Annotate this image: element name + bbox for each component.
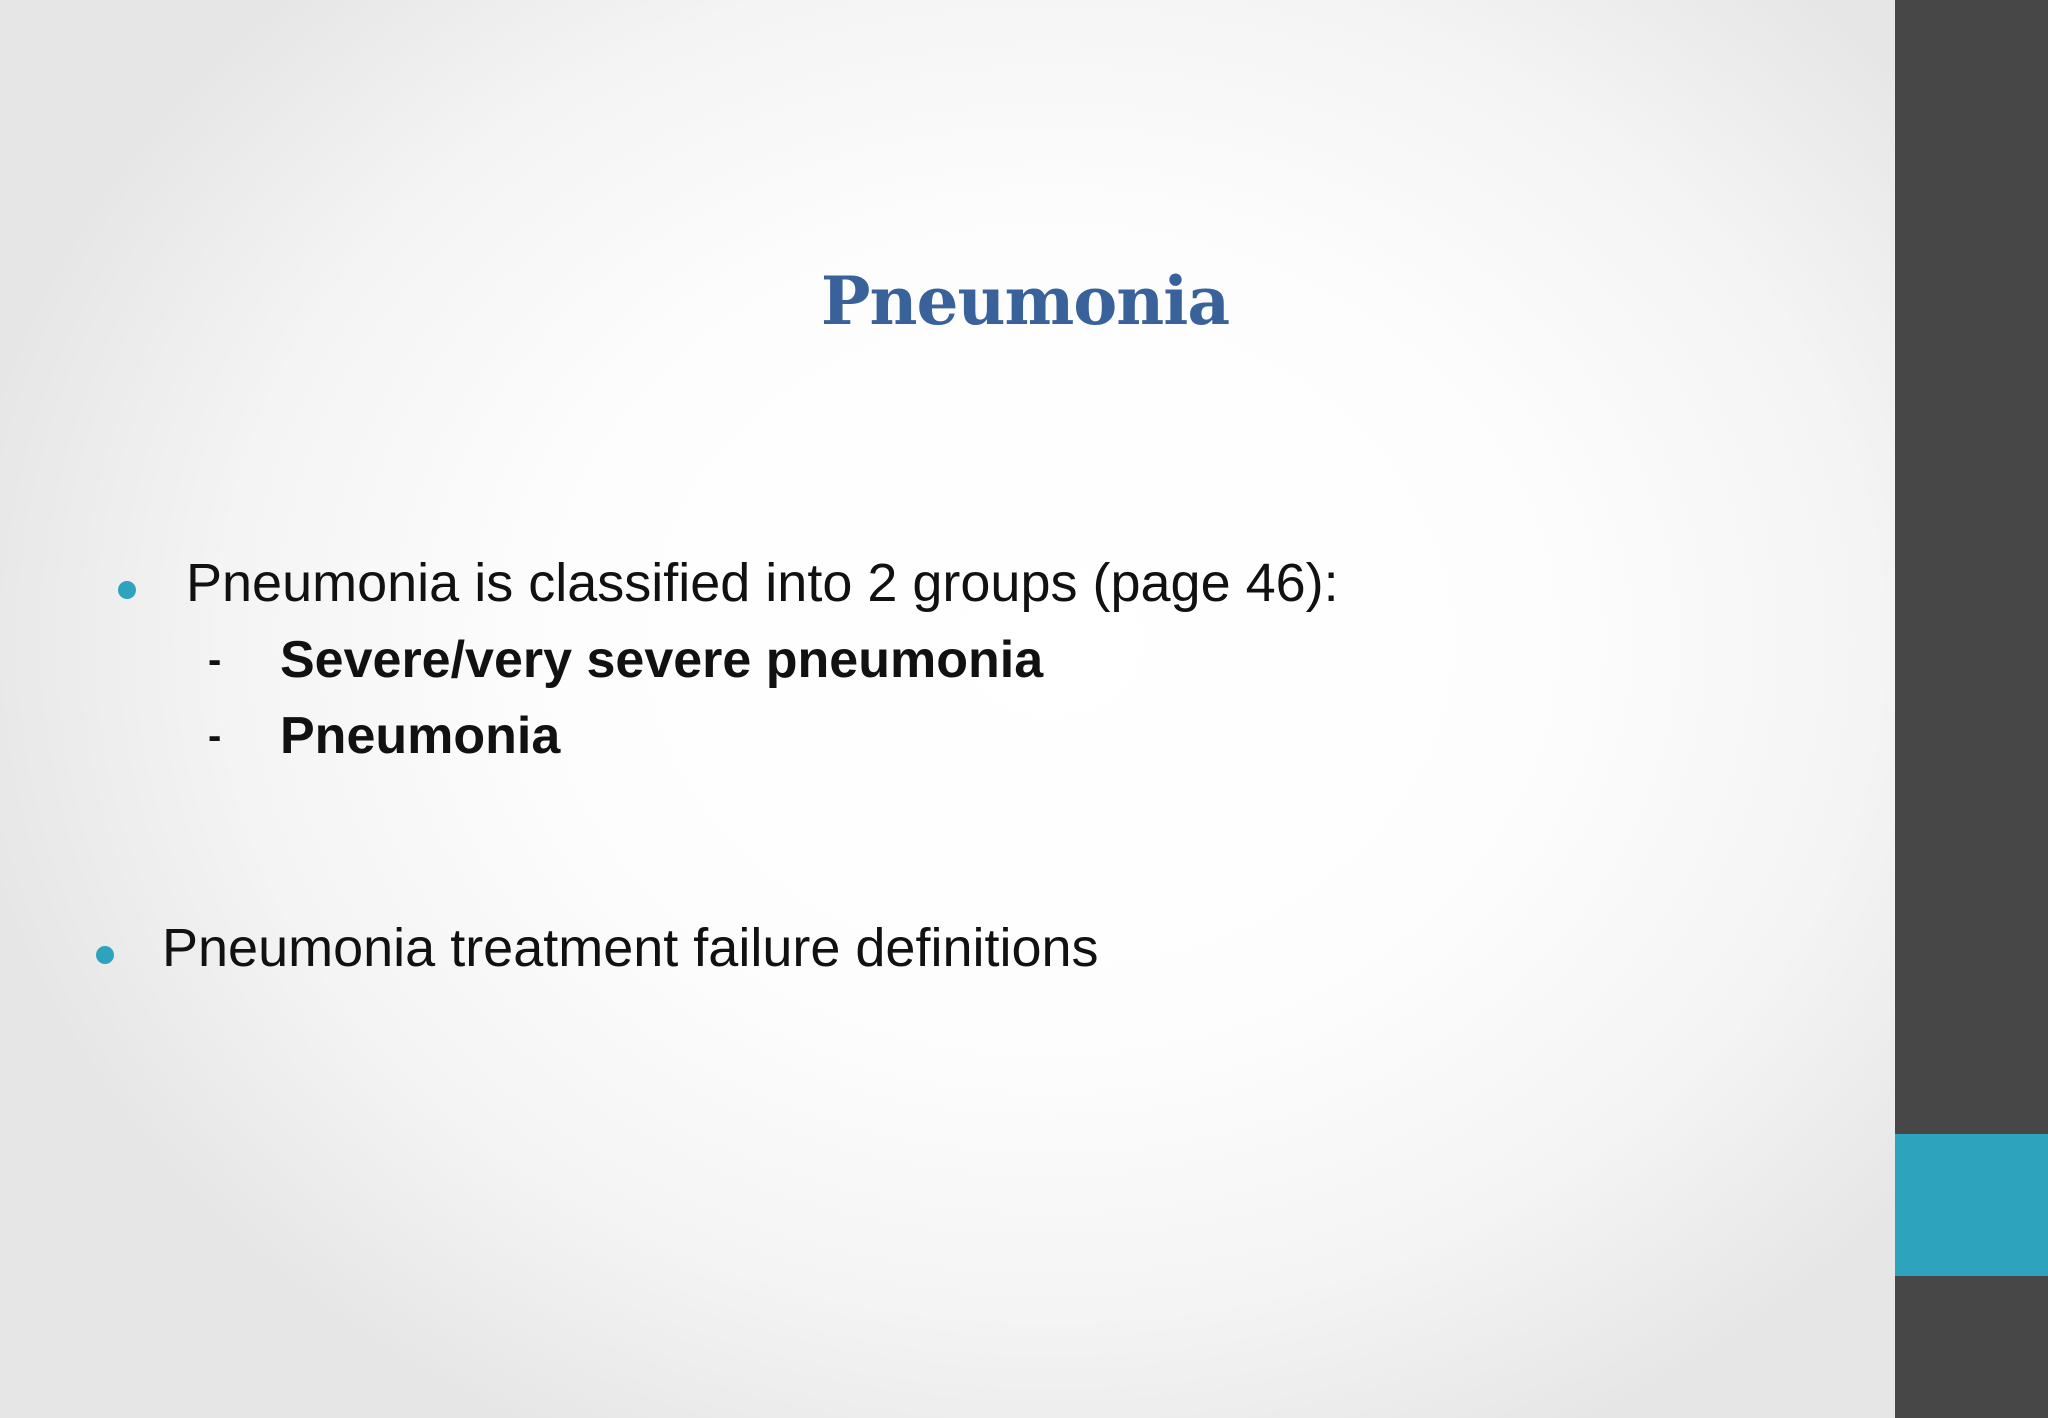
side-accent-block bbox=[1895, 1134, 2048, 1276]
bullet-text-treatment-failure: Pneumonia treatment failure definitions bbox=[162, 918, 1099, 978]
sub-item-marker: - bbox=[208, 638, 222, 682]
bullet-dot-icon bbox=[118, 581, 136, 599]
bullet-dot-icon bbox=[96, 946, 114, 964]
bullet-text-classification: Pneumonia is classified into 2 groups (page 46): bbox=[186, 553, 1339, 613]
sub-item-severe-pneumonia: Severe/very severe pneumonia bbox=[280, 631, 1044, 689]
sub-item-pneumonia: Pneumonia bbox=[280, 707, 561, 765]
slide-title: Pneumonia bbox=[820, 262, 1230, 340]
sub-item-marker: - bbox=[208, 714, 222, 758]
